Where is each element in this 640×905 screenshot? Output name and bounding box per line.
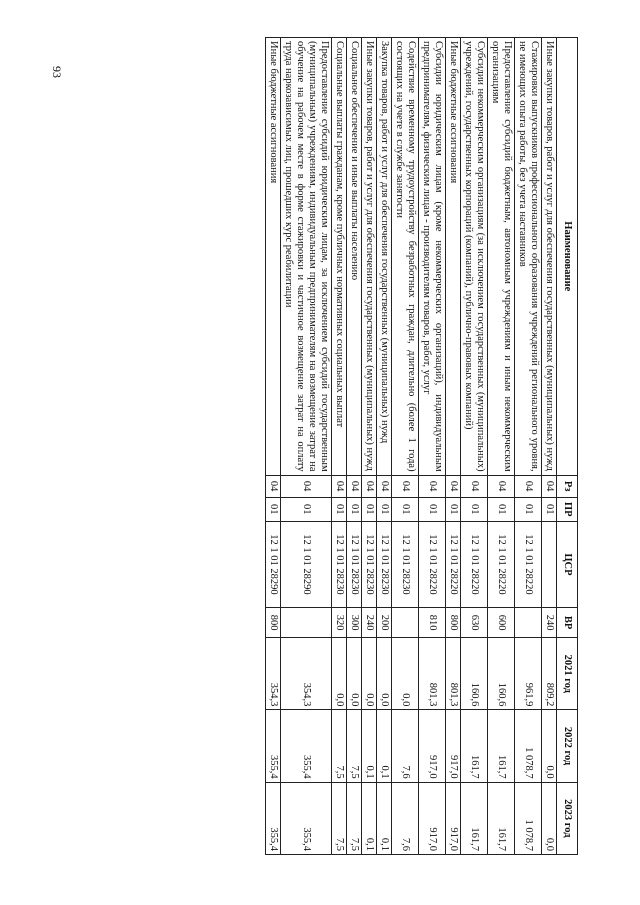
cell-pr: 01 bbox=[377, 497, 392, 521]
cell-2023: 7,6 bbox=[392, 782, 419, 854]
header-vr: ВР bbox=[557, 608, 578, 638]
cell-2022: 917,0 bbox=[446, 710, 461, 782]
cell-csr: 12 1 01 28220 bbox=[419, 521, 446, 607]
cell-rz: 04 bbox=[461, 475, 488, 497]
cell-2021: 0,0 bbox=[347, 638, 362, 710]
cell-pr: 01 bbox=[488, 497, 515, 521]
budget-table bbox=[265, 37, 578, 855]
header-rz: Рз bbox=[557, 475, 578, 497]
header-2022: 2022 год bbox=[557, 710, 578, 782]
cell-name: Иные закупки товаров, работ и услуг для обеспечения государственных (муниципальных) нужд bbox=[542, 38, 557, 476]
cell-name: Закупка товаров, работ и услуг для обеспечения государственных (муниципальных) нужд bbox=[377, 38, 392, 476]
cell-name: Иные закупки товаров, работ и услуг для обеспечения государственных (муниципальных) нужд bbox=[362, 38, 377, 476]
cell-name: Социальное обеспечение и иные выплаты населению bbox=[347, 38, 362, 476]
cell-rz: 04 bbox=[377, 475, 392, 497]
cell-vr: 320 bbox=[332, 608, 347, 638]
cell-rz: 04 bbox=[515, 475, 542, 497]
cell-2023: 355,4 bbox=[281, 782, 332, 854]
cell-csr: 12 1 01 28220 bbox=[488, 521, 515, 607]
cell-2023: 917,0 bbox=[419, 782, 446, 854]
cell-rz: 04 bbox=[542, 475, 557, 497]
cell-rz: 04 bbox=[446, 475, 461, 497]
cell-vr: 200 bbox=[377, 608, 392, 638]
table-header-row bbox=[557, 38, 578, 855]
cell-name: Содействие временному трудоустройству безработных граждан, длительно (более 1 года) состоящих на учете в службе занятости bbox=[392, 38, 419, 476]
cell-vr: 300 bbox=[347, 608, 362, 638]
cell-2022: 917,0 bbox=[419, 710, 446, 782]
table-row bbox=[347, 38, 362, 855]
cell-pr: 01 bbox=[332, 497, 347, 521]
page-number-text: 93 bbox=[50, 66, 64, 78]
table-row bbox=[392, 38, 419, 855]
cell-2021: 0,0 bbox=[377, 638, 392, 710]
cell-2021: 801,3 bbox=[419, 638, 446, 710]
cell-pr: 01 bbox=[515, 497, 542, 521]
cell-vr: 800 bbox=[446, 608, 461, 638]
cell-vr: 810 bbox=[419, 608, 446, 638]
table-row bbox=[461, 38, 488, 855]
header-2021: 2021 год bbox=[557, 638, 578, 710]
page-number bbox=[0, 60, 64, 90]
cell-csr: 12 1 01 28230 bbox=[347, 521, 362, 607]
cell-rz: 04 bbox=[419, 475, 446, 497]
cell-pr: 01 bbox=[362, 497, 377, 521]
cell-2023: 161,7 bbox=[461, 782, 488, 854]
cell-2022: 0,0 bbox=[542, 710, 557, 782]
cell-rz: 04 bbox=[266, 475, 281, 497]
cell-2023: 0,1 bbox=[377, 782, 392, 854]
table-row bbox=[419, 38, 446, 855]
cell-rz: 04 bbox=[392, 475, 419, 497]
cell-pr: 01 bbox=[461, 497, 488, 521]
cell-csr: 12 1 01 28220 bbox=[515, 521, 542, 607]
cell-pr: 01 bbox=[542, 497, 557, 521]
cell-pr: 01 bbox=[281, 497, 332, 521]
cell-2021: 354,3 bbox=[266, 638, 281, 710]
cell-csr: 12 1 01 28230 bbox=[392, 521, 419, 607]
cell-2023: 1 078,7 bbox=[515, 782, 542, 854]
cell-vr: 600 bbox=[488, 608, 515, 638]
cell-csr: 12 1 01 28220 bbox=[461, 521, 488, 607]
cell-pr: 01 bbox=[446, 497, 461, 521]
cell-vr bbox=[515, 608, 542, 638]
cell-csr: 12 1 01 28220 bbox=[446, 521, 461, 607]
cell-vr: 800 bbox=[266, 608, 281, 638]
cell-2022: 355,4 bbox=[281, 710, 332, 782]
budget-table-container bbox=[62, 37, 578, 855]
cell-name: Иные бюджетные ассигнования bbox=[446, 38, 461, 476]
header-csr: ЦСР bbox=[557, 521, 578, 607]
cell-2021: 160,6 bbox=[461, 638, 488, 710]
cell-2021: 0,0 bbox=[332, 638, 347, 710]
cell-csr: 12 1 01 28230 bbox=[362, 521, 377, 607]
cell-csr: 12 1 01 28230 bbox=[377, 521, 392, 607]
cell-csr: 12 1 01 28290 bbox=[281, 521, 332, 607]
table-row bbox=[377, 38, 392, 855]
cell-vr: 240 bbox=[362, 608, 377, 638]
cell-name: Социальные выплаты гражданам, кроме публичных нормативных социальных выплат bbox=[332, 38, 347, 476]
cell-rz: 04 bbox=[488, 475, 515, 497]
cell-2023: 161,7 bbox=[488, 782, 515, 854]
cell-rz: 04 bbox=[362, 475, 377, 497]
cell-2022: 161,7 bbox=[488, 710, 515, 782]
cell-2023: 0,0 bbox=[542, 782, 557, 854]
cell-2023: 7,5 bbox=[332, 782, 347, 854]
table-row bbox=[446, 38, 461, 855]
cell-2022: 161,7 bbox=[461, 710, 488, 782]
header-name: Наименование bbox=[557, 38, 578, 476]
cell-2022: 1 078,7 bbox=[515, 710, 542, 782]
cell-2021: 0,0 bbox=[362, 638, 377, 710]
cell-2021: 961,9 bbox=[515, 638, 542, 710]
cell-2023: 0,1 bbox=[362, 782, 377, 854]
cell-vr bbox=[281, 608, 332, 638]
cell-2021: 801,3 bbox=[446, 638, 461, 710]
cell-csr: 12 1 01 28290 bbox=[266, 521, 281, 607]
cell-2023: 917,0 bbox=[446, 782, 461, 854]
cell-2021: 0,0 bbox=[392, 638, 419, 710]
cell-2022: 0,1 bbox=[362, 710, 377, 782]
cell-rz: 04 bbox=[347, 475, 362, 497]
table-row bbox=[362, 38, 377, 855]
cell-2022: 7,5 bbox=[347, 710, 362, 782]
cell-pr: 01 bbox=[347, 497, 362, 521]
table-row bbox=[542, 38, 557, 855]
cell-rz: 04 bbox=[332, 475, 347, 497]
cell-2021: 160,6 bbox=[488, 638, 515, 710]
cell-2022: 0,1 bbox=[377, 710, 392, 782]
cell-pr: 01 bbox=[266, 497, 281, 521]
header-2023: 2023 год bbox=[557, 782, 578, 854]
cell-name: Предоставление субсидий юридическим лицам, за исключением субсидий государственным (муниципальным) учреждениям, индивидуальным предпринимателям на возмещение затрат на обучение на рабочем месте в форме стажировки и частичное возмещение затрат на оплату труда наркозависимых лиц, прошедших курс реабилитации bbox=[281, 38, 332, 476]
cell-2023: 355,4 bbox=[266, 782, 281, 854]
cell-name: Иные бюджетные ассигнования bbox=[266, 38, 281, 476]
cell-pr: 01 bbox=[392, 497, 419, 521]
cell-2021: 354,3 bbox=[281, 638, 332, 710]
cell-pr: 01 bbox=[419, 497, 446, 521]
cell-vr: 630 bbox=[461, 608, 488, 638]
cell-vr: 240 bbox=[542, 608, 557, 638]
table-row bbox=[266, 38, 281, 855]
cell-name: Субсидии юридическим лицам (кроме некоммерческих организаций), индивидуальным предпринимателям, физическим лицам - производителям товаров, работ, услуг bbox=[419, 38, 446, 476]
table-row bbox=[515, 38, 542, 855]
cell-csr bbox=[542, 521, 557, 607]
cell-vr bbox=[392, 608, 419, 638]
cell-2022: 355,4 bbox=[266, 710, 281, 782]
cell-csr: 12 1 01 28230 bbox=[332, 521, 347, 607]
cell-rz: 04 bbox=[281, 475, 332, 497]
cell-name: Стажировки выпускников профессионального образования учреждений регионального уровня, не имеющих опыта работы, без учета наставников bbox=[515, 38, 542, 476]
header-pr: ПР bbox=[557, 497, 578, 521]
table-row bbox=[281, 38, 332, 855]
cell-2022: 7,6 bbox=[392, 710, 419, 782]
table-row bbox=[332, 38, 347, 855]
cell-2023: 7,5 bbox=[347, 782, 362, 854]
cell-2021: 809,2 bbox=[542, 638, 557, 710]
table-row bbox=[488, 38, 515, 855]
cell-2022: 7,5 bbox=[332, 710, 347, 782]
cell-name: Субсидии некоммерческим организациям (за исключением государственных (муниципальных) учреждений, государственных корпораций (компаний), публично-правовых компаний) bbox=[461, 38, 488, 476]
cell-name: Предоставление субсидий бюджетным, автономным учреждениям и иным некоммерческим организациям bbox=[488, 38, 515, 476]
